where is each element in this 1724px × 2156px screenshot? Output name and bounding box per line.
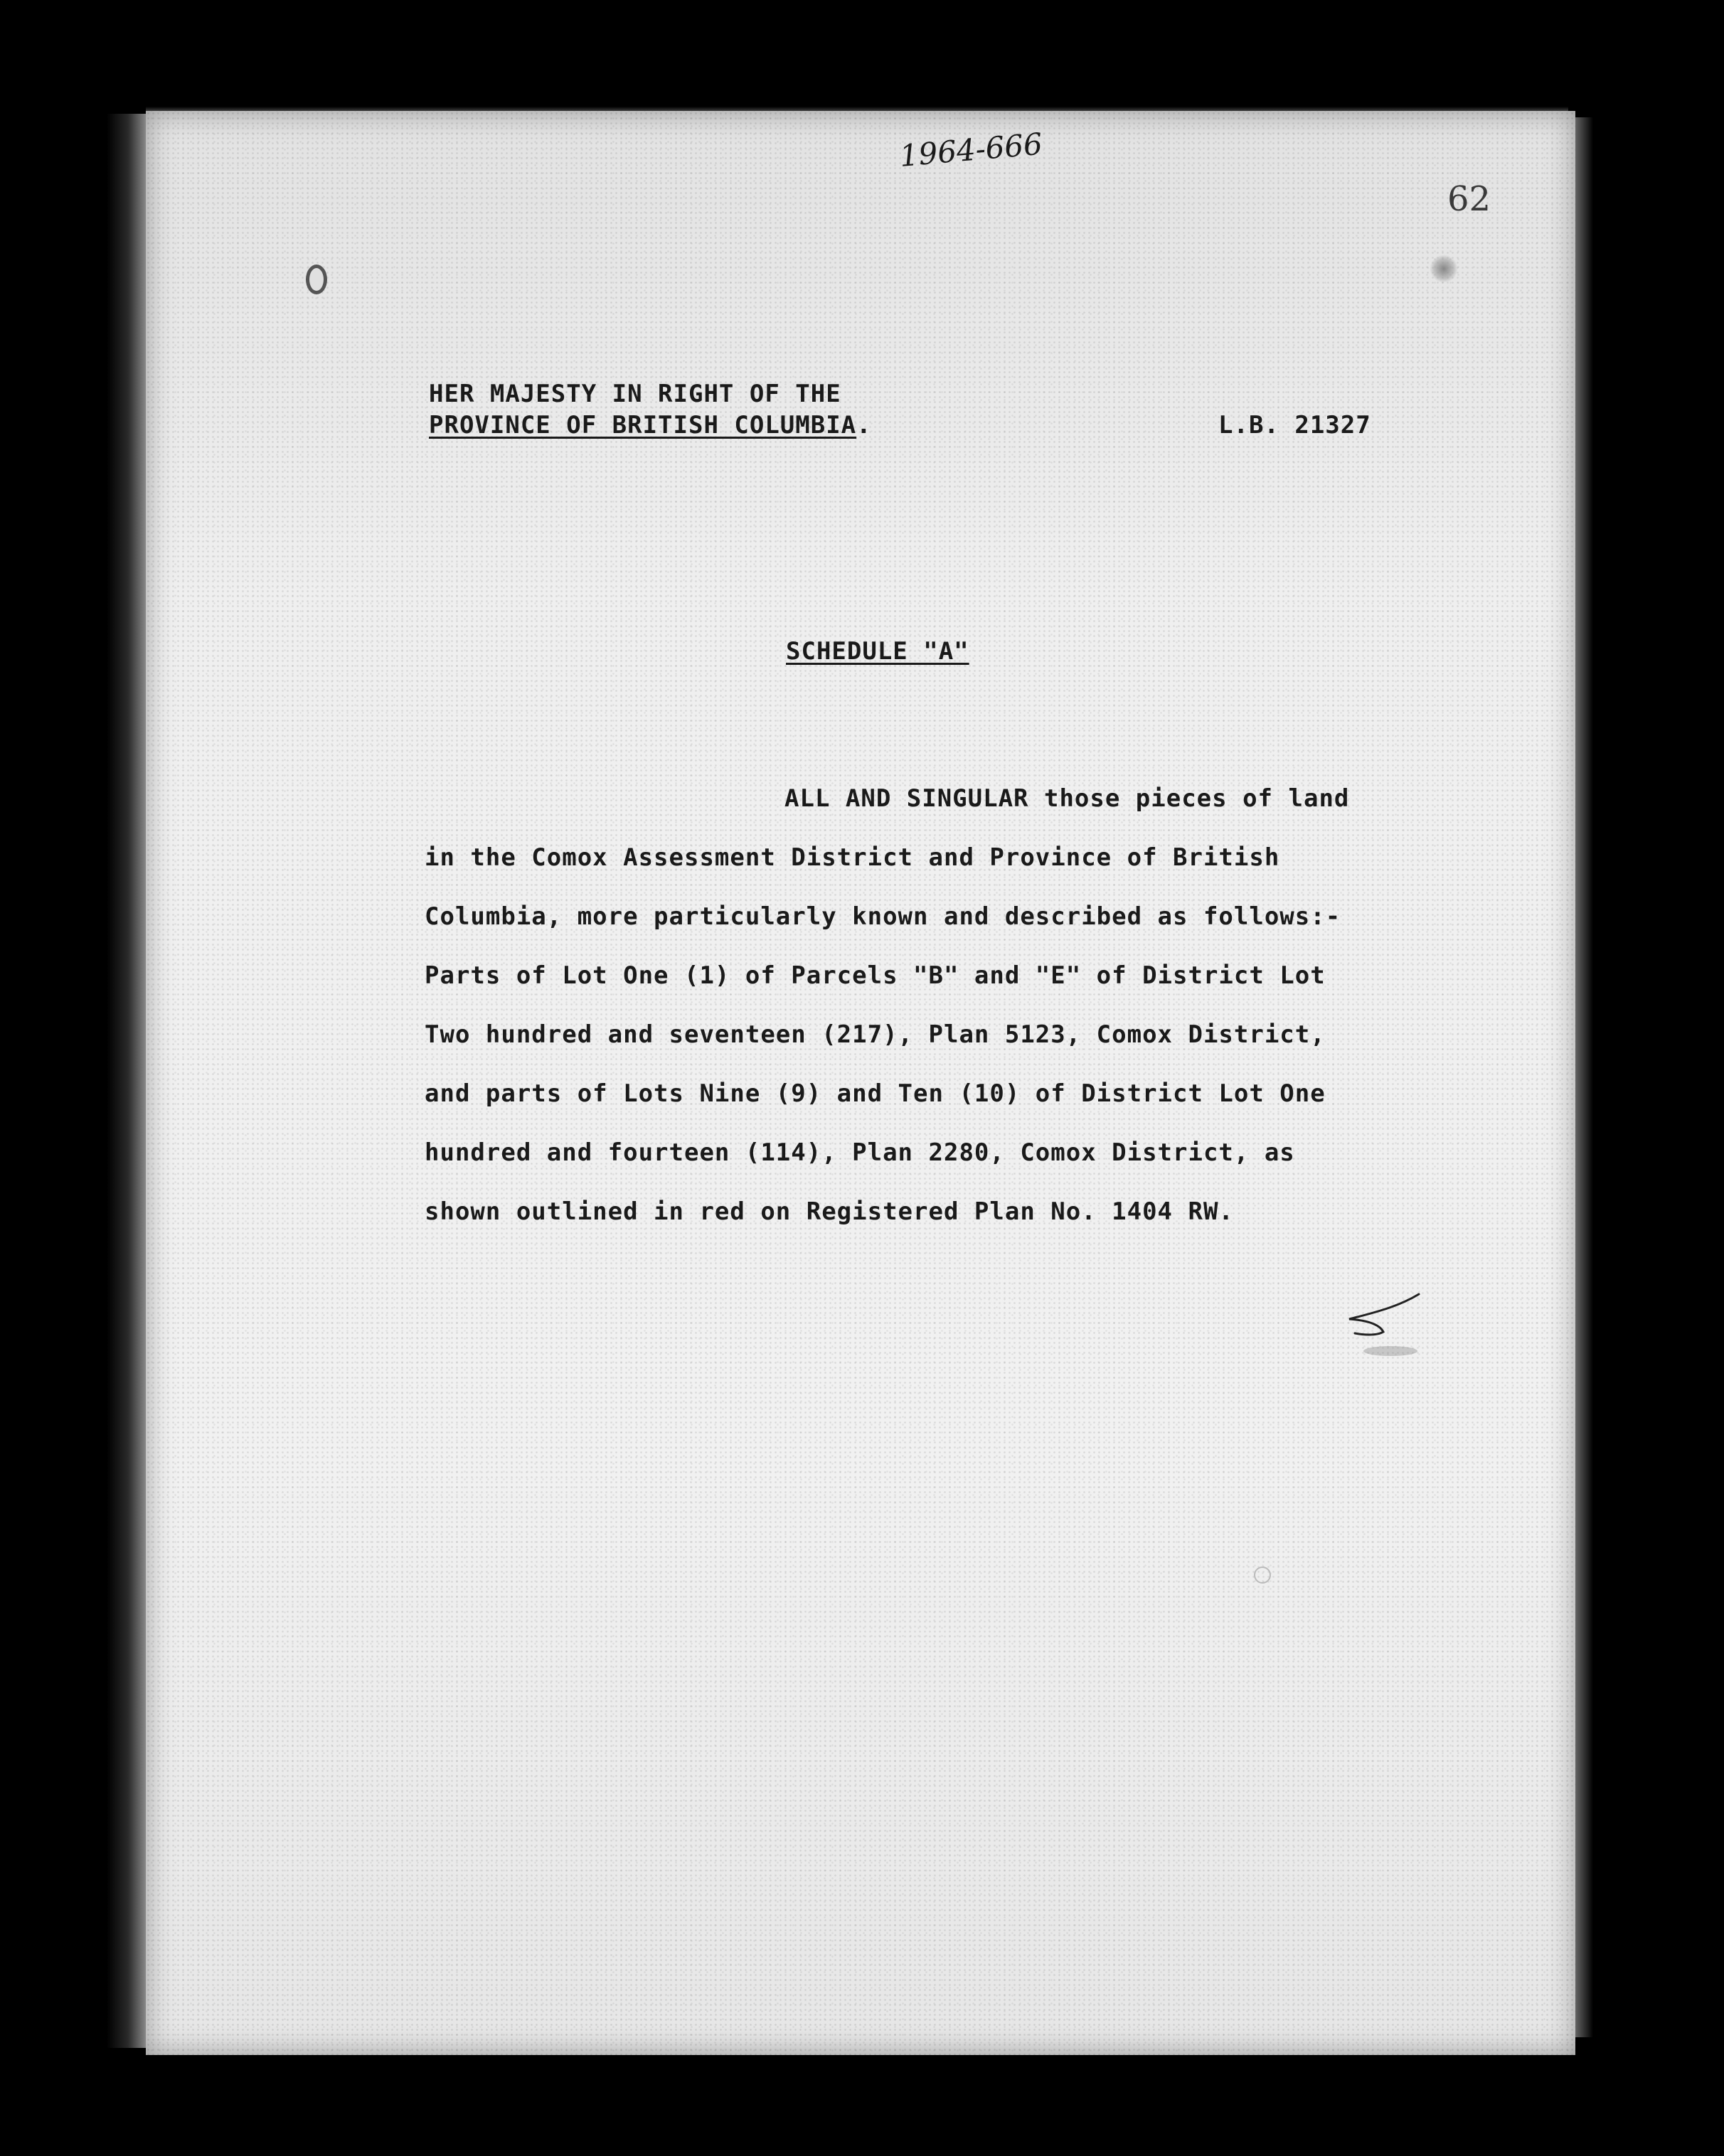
body-line: hundred and fourteen (114), Plan 2280, Comox District, as [425,1138,1295,1167]
small-ring-mark [1254,1567,1271,1584]
schedule-title: SCHEDULE "A" [786,637,969,666]
header-line-2-text: PROVINCE OF BRITISH COLUMBIA [429,411,857,439]
header-line-1 [429,380,841,408]
body-line: shown outlined in red on Registered Plan No. 1404 RW. [425,1197,1234,1226]
body-line: and parts of Lots Nine (9) and Ten (10) of District Lot One [425,1079,1326,1108]
header-line-2 [429,411,872,439]
body-line: in the Comox Assessment District and Province of British [425,843,1280,872]
header-line-2-suffix: . [856,411,872,439]
page-number: 62 [1447,179,1491,219]
body-line: ALL AND SINGULAR those pieces of land [784,784,1350,813]
handwritten-reference: 1964-666 [898,126,1044,174]
handwritten-initial-mark [1341,1291,1426,1362]
lb-number: L.B. 21327 [1218,411,1371,439]
header-line-1-text: HER MAJESTY IN RIGHT OF THE [429,380,841,408]
paper-left-edge [107,114,149,2048]
body-line: Parts of Lot One (1) of Parcels "B" and "E" of District Lot [425,961,1326,990]
body-line: Columbia, more particularly known and described as follows:- [425,902,1341,931]
stain-mark [1430,255,1458,283]
punch-hole-icon [306,265,327,294]
body-line: Two hundred and seventeen (217), Plan 5123, Comox District, [425,1020,1326,1049]
